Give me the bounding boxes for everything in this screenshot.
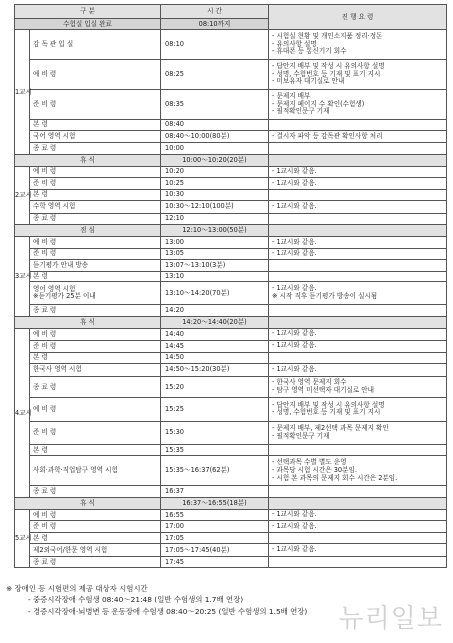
note-line: - 탐구 영역 미선택자 대기실로 안내	[272, 385, 375, 394]
break-notes	[269, 225, 447, 237]
header-row	[15, 5, 447, 19]
item-notes	[269, 556, 447, 568]
schedule-row	[15, 486, 447, 498]
item-time: 10:30～12:10(100분)	[161, 201, 269, 214]
item-label	[30, 282, 161, 305]
schedule-row	[15, 328, 447, 341]
item-label: 본 령	[30, 271, 161, 282]
schedule-row	[15, 398, 447, 421]
item-label: 예 비 령	[30, 509, 161, 521]
item-time: 10:20	[161, 166, 269, 178]
note-line: - 필적확인문구 기재	[272, 107, 330, 116]
schedule-row	[15, 521, 447, 533]
schedule-table	[14, 4, 447, 568]
item-time: 10:25	[161, 178, 269, 190]
item-time: 15:20	[161, 376, 269, 398]
break-label: 휴 식	[15, 316, 161, 328]
item-notes	[269, 60, 447, 90]
break-time: 10:00～10:20(20분)	[161, 154, 269, 166]
note-line: - 필적확인문구 기재	[272, 431, 330, 440]
item-label: 준 비 령	[30, 178, 161, 190]
schedule-row	[15, 509, 447, 521]
item-notes	[269, 260, 447, 272]
item-label: 듣기평가 안내 방송	[30, 260, 161, 272]
schedule-row	[15, 421, 447, 444]
header-time: 시 간	[161, 5, 269, 19]
break-row	[15, 316, 447, 328]
header-section: 구 분	[15, 5, 161, 19]
period-label: 5교시	[15, 509, 30, 568]
item-label: 본 령	[30, 444, 161, 456]
item-time: 08:40～10:00(80분)	[161, 130, 269, 143]
break-label: 휴 식	[15, 154, 161, 166]
item-time: 13:10～14:20(70분)	[161, 282, 269, 305]
schedule-row	[15, 130, 447, 143]
item-notes	[269, 328, 447, 341]
note-line: - 유의사항 설명	[272, 39, 317, 48]
item-main: 영어 영역 시험	[33, 284, 76, 293]
item-time: 08:35	[161, 90, 269, 120]
item-time: 15:25	[161, 398, 269, 421]
item-time: 14:40	[161, 328, 269, 341]
item-notes	[269, 352, 447, 364]
break-time: 16:37～16:55(18분)	[161, 497, 269, 509]
schedule-row	[15, 282, 447, 305]
item-notes	[269, 398, 447, 421]
item-time: 13:10	[161, 271, 269, 282]
schedule-body	[15, 5, 447, 568]
item-notes	[269, 364, 447, 377]
item-label: 준 비 령	[30, 90, 161, 120]
item-time: 12:10	[161, 213, 269, 225]
note-line: - 시험실 현황 및 개인소지품 정리·정돈	[272, 31, 383, 40]
item-notes	[269, 509, 447, 521]
item-notes	[269, 271, 447, 282]
watermark: 뉴리일보	[338, 604, 443, 634]
item-time: 08:40	[161, 120, 269, 131]
schedule-row	[15, 143, 447, 155]
period-label: 4교시	[15, 328, 30, 497]
item-notes	[269, 90, 447, 120]
item-notes	[269, 189, 447, 201]
item-notes	[269, 130, 447, 143]
break-time: 12:10～13:00(50분)	[161, 225, 269, 237]
schedule-row	[15, 364, 447, 377]
item-label: 예 비 령	[30, 166, 161, 178]
note-line: - 1교시와 같음.	[272, 341, 317, 350]
footnote-line: - 경증시각장애·뇌병변 등 운동장애 수험생 08:40～20:25 (일반 수험생의 1.5배 연장)	[28, 606, 308, 616]
schedule-row	[15, 189, 447, 201]
item-notes	[269, 178, 447, 190]
note-line: - 1교시와 같음.	[272, 364, 317, 373]
item-label: 본 령	[30, 120, 161, 131]
item-label: 예 비 령	[30, 328, 161, 341]
break-time: 14:20～14:40(20분)	[161, 316, 269, 328]
item-time: 17:05～17:45(40분)	[161, 544, 269, 557]
item-time: 15:35～16:37(62분)	[161, 456, 269, 486]
note-line: - 휴대폰 등 통신기기 회수	[272, 47, 347, 56]
schedule-row	[15, 166, 447, 178]
item-notes	[269, 248, 447, 260]
break-row	[15, 497, 447, 509]
item-sub: ※듣기평가 25분 이내	[33, 292, 96, 301]
item-notes	[269, 120, 447, 131]
item-time: 17:45	[161, 556, 269, 568]
item-time: 15:35	[161, 444, 269, 456]
item-notes	[269, 201, 447, 214]
break-row	[15, 154, 447, 166]
item-time: 13:00	[161, 237, 269, 249]
schedule-row	[15, 90, 447, 120]
item-label: 본 령	[30, 189, 161, 201]
item-label: 종 료 령	[30, 143, 161, 155]
item-label: 제2외국어/한문 영역 시험	[30, 544, 161, 557]
note-line: - 한국사 영역 문제지 회수	[272, 378, 347, 387]
item-label: 준 비 령	[30, 521, 161, 533]
item-label: 수학 영역 시험	[30, 201, 161, 214]
item-time: 13:07～13:10(3분)	[161, 260, 269, 272]
item-label: 본 령	[30, 532, 161, 544]
note-line: - 성명, 수험번호 등 기재 및 표기 지시	[272, 408, 381, 417]
item-label: 준 비 령	[30, 248, 161, 260]
schedule-row	[15, 60, 447, 90]
item-time: 13:05	[161, 248, 269, 260]
note-line: - 미보유자 대기실로 안내	[272, 77, 345, 86]
schedule-row	[15, 532, 447, 544]
schedule-row	[15, 213, 447, 225]
item-notes	[269, 213, 447, 225]
item-notes	[269, 521, 447, 533]
entry-label: 수험실 입실 완료	[15, 19, 161, 30]
schedule-row	[15, 352, 447, 364]
item-notes	[269, 421, 447, 444]
note-line: - 1교시와 같음.	[272, 202, 317, 211]
note-line: - 답안지 배부 및 작성 시 유의사항 설명	[272, 400, 385, 409]
note-line: - 시험 본 과목의 문제지 회수 시간은 2분임.	[272, 473, 398, 482]
item-notes	[269, 305, 447, 317]
item-label: 사회·과학·직업탐구 영역 시험	[30, 456, 161, 486]
note-line: - 문제지 배부, 제2선택 과목 문제지 확인	[272, 423, 389, 432]
item-notes	[269, 544, 447, 557]
note-line: - 1교시와 같음.	[272, 545, 317, 554]
item-time: 15:30	[161, 421, 269, 444]
item-notes	[269, 166, 447, 178]
item-label: 예 비 령	[30, 398, 161, 421]
item-notes	[269, 376, 447, 398]
item-notes	[269, 143, 447, 155]
note-line: - 결시자 파악 등 감독관 확인사항 처리	[272, 131, 383, 140]
item-time: 08:25	[161, 60, 269, 90]
item-label: 종 료 령	[30, 213, 161, 225]
item-label: 예 비 령	[30, 60, 161, 90]
break-label: 점 심	[15, 225, 161, 237]
item-label: 한국사 영역 시험	[30, 364, 161, 377]
item-notes	[269, 456, 447, 486]
note-line: - 1교시와 같음.	[272, 249, 317, 258]
schedule-row	[15, 271, 447, 282]
note-line: - 1교시와 같음.	[272, 178, 317, 187]
note-line: - 성명, 수험번호 등 기재 및 표기 지시	[272, 69, 381, 78]
schedule-row	[15, 120, 447, 131]
item-notes	[269, 237, 447, 249]
period-label: 3교시	[15, 237, 30, 316]
item-label: 준 비 령	[30, 341, 161, 353]
footnote-title: ※ 장애인 등 시험편의 제공 대상자 시험시간	[6, 584, 148, 593]
item-notes	[269, 532, 447, 544]
item-time: 08:10	[161, 30, 269, 60]
schedule-row	[15, 341, 447, 353]
item-time: 14:45	[161, 341, 269, 353]
item-notes	[269, 282, 447, 305]
note-line: - 1교시와 같음.	[272, 521, 317, 530]
schedule-row	[15, 178, 447, 190]
item-time: 10:00	[161, 143, 269, 155]
item-label: 예 비 령	[30, 237, 161, 249]
break-notes	[269, 497, 447, 509]
schedule-row	[15, 201, 447, 214]
item-label: 종 료 령	[30, 486, 161, 498]
entry-time: 08:10까지	[161, 19, 269, 30]
schedule-row	[15, 260, 447, 272]
note-line: - 1교시와 같음.	[272, 237, 317, 246]
header-notes: 진 행 요 령	[269, 5, 447, 30]
item-notes	[269, 30, 447, 60]
schedule-row	[15, 30, 447, 60]
note-line: - 선택과목 수별 별도 운영	[272, 458, 347, 467]
schedule-row	[15, 376, 447, 398]
break-label: 휴 식	[15, 497, 161, 509]
note-line: - 1교시와 같음.	[272, 329, 317, 338]
schedule-row	[15, 456, 447, 486]
schedule-row	[15, 544, 447, 557]
item-label: 본 령	[30, 352, 161, 364]
item-time: 16:55	[161, 509, 269, 521]
note-line: - 문제지 페이지 수 확인(수험생)	[272, 99, 365, 108]
period-label: 1교시	[15, 30, 30, 155]
note-line: - 과목당 시험 시간은 30분임.	[272, 465, 357, 474]
schedule-row	[15, 248, 447, 260]
item-notes	[269, 341, 447, 353]
item-label: 준 비 령	[30, 421, 161, 444]
schedule-row	[15, 237, 447, 249]
footnote-line: - 중증시각장애 수험생 08:40～21:48 (일반 수험생의 1.7배 연장)	[28, 595, 244, 605]
item-label: 종 료 령	[30, 305, 161, 317]
item-notes	[269, 444, 447, 456]
note-line: - 1교시와 같음.	[272, 284, 317, 293]
note-line: ※ 시작 직후 듣기평가 방송이 실시됨	[272, 292, 378, 301]
item-time: 17:05	[161, 532, 269, 544]
note-line: - 1교시와 같음.	[272, 510, 317, 519]
item-label: 종 료 령	[30, 376, 161, 398]
note-line: - 1교시와 같음.	[272, 167, 317, 176]
schedule-row	[15, 556, 447, 568]
item-label: 종 료 령	[30, 556, 161, 568]
schedule-row	[15, 305, 447, 317]
item-time: 14:50	[161, 352, 269, 364]
item-notes	[269, 486, 447, 498]
item-time: 10:30	[161, 189, 269, 201]
item-label: 국어 영역 시험	[30, 130, 161, 143]
item-time: 14:50～15:20(30분)	[161, 364, 269, 377]
note-line: - 답안지 배부 및 작성 시 유의사항 설명	[272, 61, 385, 70]
item-label: 감 독 관 입 실	[30, 30, 161, 60]
break-row	[15, 225, 447, 237]
item-time: 17:00	[161, 521, 269, 533]
schedule-row	[15, 444, 447, 456]
item-time: 14:20	[161, 305, 269, 317]
break-notes	[269, 154, 447, 166]
item-time: 16:37	[161, 486, 269, 498]
period-label: 2교시	[15, 166, 30, 225]
break-notes	[269, 316, 447, 328]
note-line: - 문제지 배부	[272, 91, 311, 100]
